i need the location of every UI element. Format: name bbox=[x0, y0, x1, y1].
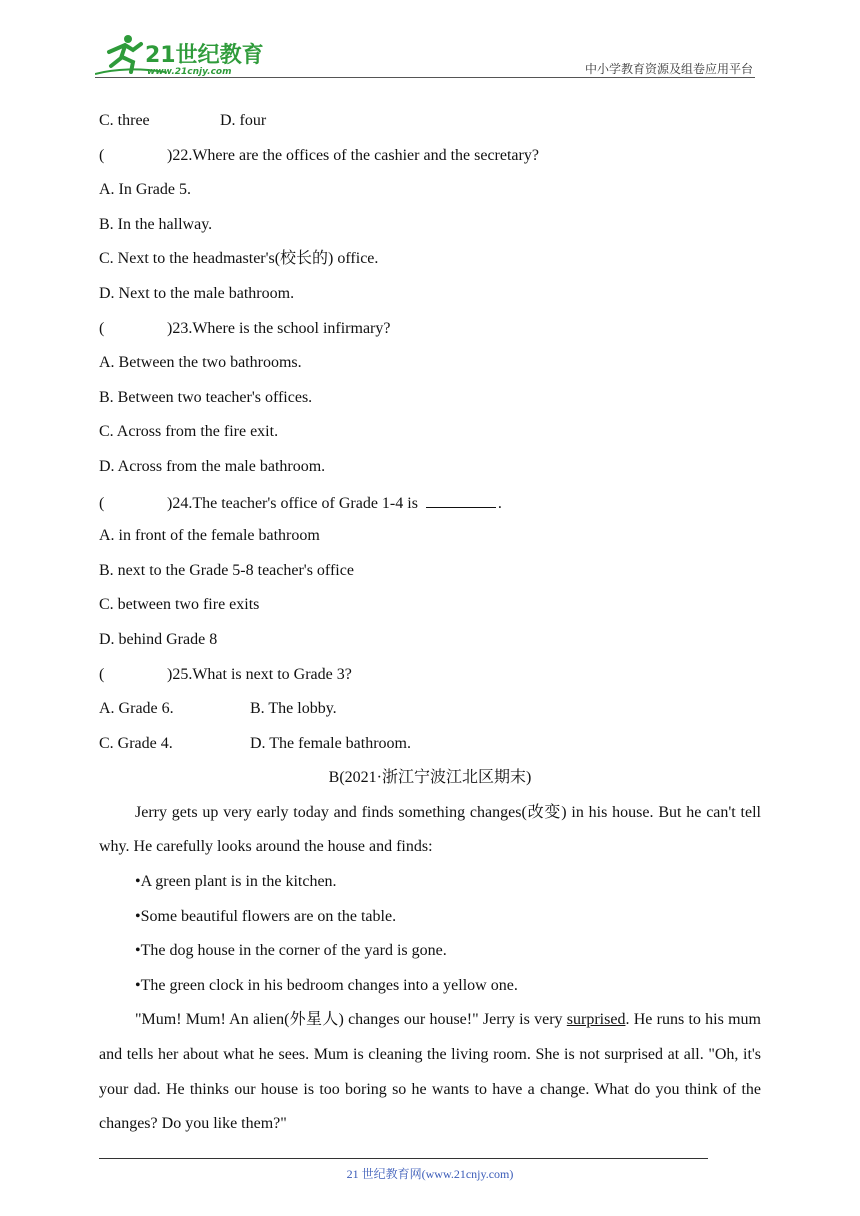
logo-url: www.21cnjy.com bbox=[147, 67, 232, 77]
options-line bbox=[99, 104, 761, 139]
option-b: B. In the hallway. bbox=[99, 215, 213, 233]
option-c: C. between two fire exits bbox=[99, 596, 260, 614]
answer-bracket: ( bbox=[99, 665, 105, 683]
answer-bracket: ( bbox=[99, 494, 105, 512]
paragraph-text: . He runs to his mum and tells her about what he sees. Mum is cleaning the living room. She is not surprised at all. "Oh, it's your dad. He thinks our house is too boring so he wants to have a change. What do you think of the changes? Do you like them?" bbox=[99, 1011, 761, 1133]
option-a: A. Grade 6. bbox=[99, 700, 174, 718]
bullet-item: •Some beautiful flowers are on the table. bbox=[135, 907, 397, 925]
bullet-item: •A green plant is in the kitchen. bbox=[135, 873, 337, 891]
option-d: D. four bbox=[220, 112, 267, 129]
option-c: C. Next to the headmaster's(校长的) office. bbox=[99, 250, 379, 268]
underlined-word: surprised bbox=[566, 1011, 626, 1029]
option-b: B. next to the Grade 5-8 teacher's office bbox=[99, 561, 354, 579]
option-b: B. The lobby. bbox=[250, 700, 337, 718]
question-text: )23.Where is the school infirmary? bbox=[167, 319, 391, 337]
option-c: C. three bbox=[99, 112, 150, 129]
header-platform-text: 中小学教育资源及组卷应用平台 bbox=[584, 62, 753, 76]
document-body bbox=[99, 104, 761, 1142]
question-text: )22.Where are the offices of the cashier and the secretary? bbox=[167, 146, 539, 164]
question-23 bbox=[99, 312, 761, 347]
option-a: A. In Grade 5. bbox=[99, 181, 191, 199]
question-text: )25.What is next to Grade 3? bbox=[167, 665, 352, 683]
option-d: D. The female bathroom. bbox=[250, 734, 411, 752]
option-c: C. Across from the fire exit. bbox=[99, 423, 279, 441]
paragraph-text: "Mum! Mum! An alien(外星人) changes our house!" Jerry is very bbox=[135, 1011, 567, 1029]
option-d: D. behind Grade 8 bbox=[99, 630, 218, 648]
question-24 bbox=[99, 485, 761, 520]
page-header bbox=[95, 30, 755, 78]
options-line bbox=[99, 727, 761, 762]
fill-blank bbox=[426, 485, 496, 508]
option-a: A. in front of the female bathroom bbox=[99, 527, 320, 545]
section-title: B(2021·浙江宁波江北区期末) bbox=[328, 769, 532, 787]
question-text: )24.The teacher's office of Grade 1-4 is bbox=[167, 494, 418, 512]
bullet-item: •The green clock in his bedroom changes into a yellow one. bbox=[135, 976, 518, 994]
footer-text: 21 世纪教育网(www.21cnjy.com) bbox=[346, 1167, 514, 1181]
footer-divider bbox=[99, 1158, 708, 1159]
options-line bbox=[99, 692, 761, 727]
bullet-item: •The dog house in the corner of the yard is gone. bbox=[135, 942, 447, 960]
option-d: D. Next to the male bathroom. bbox=[99, 284, 295, 302]
question-end: . bbox=[497, 494, 502, 512]
option-d: D. Across from the male bathroom. bbox=[99, 457, 326, 475]
logo-text: 21世纪教育 bbox=[145, 43, 264, 68]
site-logo bbox=[95, 32, 265, 78]
question-25 bbox=[99, 658, 761, 693]
answer-bracket: ( bbox=[99, 319, 105, 337]
answer-bracket: ( bbox=[99, 146, 105, 164]
question-22 bbox=[99, 139, 761, 174]
option-b: B. Between two teacher's offices. bbox=[99, 388, 313, 406]
header-divider bbox=[95, 77, 755, 78]
passage-paragraph-1: Jerry gets up very early today and finds something changes(改变) in his house. But he can't tell why. He carefully looks around the house and finds: bbox=[99, 803, 761, 856]
option-c: C. Grade 4. bbox=[99, 734, 173, 752]
passage-paragraph-2 bbox=[99, 1003, 761, 1141]
option-a: A. Between the two bathrooms. bbox=[99, 354, 302, 372]
